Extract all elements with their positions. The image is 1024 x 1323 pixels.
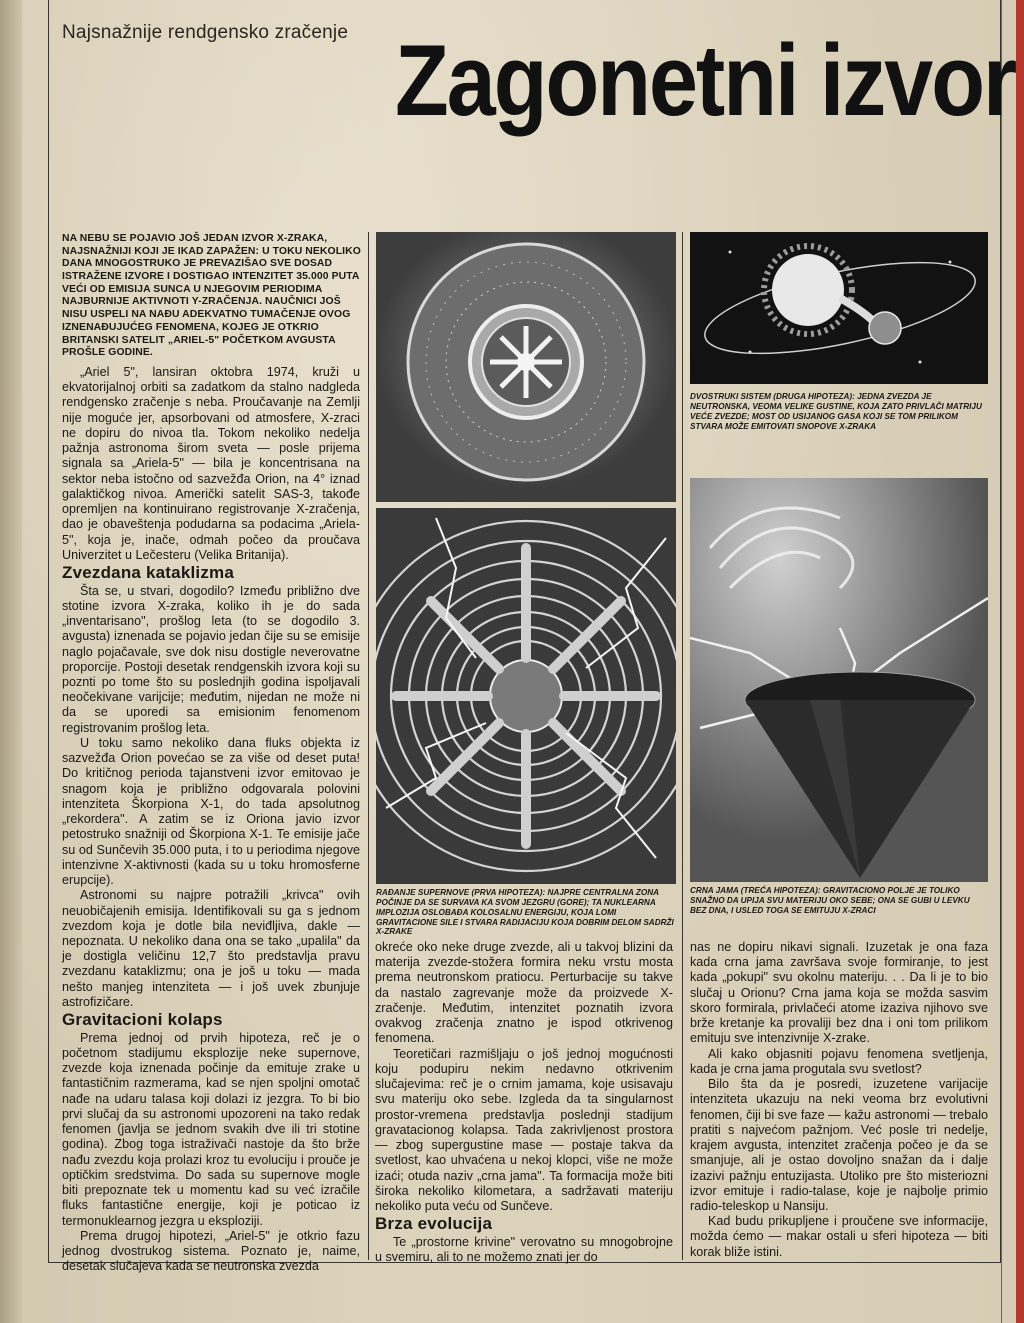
paragraph: Teoretičari razmišljaju o još jednoj mogućnosti koju podupiru nekim nedavno otkrivenim slučajevima: reč je o crnim jamama, koje usisavaju svu materiju oko sebe. Izgleda da ta singularnost prostor-vremena predstavlja poslednji stadijum gravatacionog kolapsa. Tada zakrivljenost prostora — zbog supergustine mase — postaje takva da svetlost, kao uhvaćena u nekoj klopci, više ne može izaći; otuda naziv „crna jama". Ta formacija može biti široka nekoliko kilometara, a sadržavati materiju nekoliko puta veću od Sunčeve. — [375, 1046, 673, 1213]
binary-system-illustration — [690, 232, 988, 384]
paragraph: Astronomi su najpre potražili „krivca" ovih neuobičajenih emisija. Identifikovali su ga s jednom zvezdom koja je dotle bila neviđljiva, dakle — nepoznata. U nekoliko dana ona se tako „upalila" da je dostigla veličinu 12,7 što predstavlja pravu zvezdanu kataklizmu; ona je još u toku — mada nešto manjeg intenziteta — i još uvek zbunjuje astrofizičare. — [62, 888, 360, 1009]
subheading: Zvezdana kataklizma — [62, 563, 234, 583]
page-title: Zagonetni izvor — [395, 23, 1016, 137]
kicker: Najsnažnije rendgensko zračenje — [62, 22, 349, 43]
supernova-explosion-illustration — [376, 508, 676, 884]
article-column-3 — [690, 940, 988, 1260]
column-rule — [682, 232, 683, 1260]
paragraph: nas ne dopiru nikavi signali. Izuzetak je ona faza kada crna jama završava svoje formiranje, to jest kada „pokupi" svu okolnu materiju. . . Da li je to bio slučaj u Orionu? Crna jama koja se možda sasvim skoro formirala, privlačeći atome izaziva njihovo sve brže kretanje ka provaliji bez dna i oni tom prilikom emituju sve intenzivnije X-zrake. — [690, 940, 988, 1046]
page-edge-line — [1001, 0, 1002, 1323]
paragraph: Bilo šta da je posredi, izuzetene varijacije intenziteta ukazuju na neki veoma brz evolutivni fenomen, čiji bi sve faze — kažu astronomi — trebalo pratiti s najvećom pažnjom. Već posle tri nedelje, krajem avgusta, intenzitet zračenja počeo je da se smanjuje, ali je ostao dovoljno snažan da i dalje izazivi pažnju entuzijasta. Utoliko pre što misteriozni izvor emituje i radio-talase, koje je najbolje primio radio-teleskop u Nansiju. — [690, 1077, 988, 1213]
supernova-core-illustration — [376, 232, 676, 502]
paragraph: U toku samo nekoliko dana fluks objekta iz sazvežđa Orion povećao se za više od deset puta! Do kritičnog perioda tajanstveni izvor emitovao je snagom koja je približno odgovarala polovini intenziteta Škorpiona X-1, do tada apsolutnog „rekordera". A zatim se iz Oriona javio izvor petostruko snažniji od Škorpiona X-1. Te emisije jače su od Sunčevih 35.000 puta, i to u periodima njegove intenzivne X-aktivnosti (kada su u toku hromosferne erupcije). — [62, 735, 360, 888]
paragraph: Prema jednoj od prvih hipoteza, reč je o početnom stadijumu eksplozije neke supernove, zvezde koja iznenada počinje da emituje zrake u fantastičnim razmerama, kad se njen spoljni omotač nađe na udaru talasa koji dolazi iz jezgra. To bi bio prvi slučaj da su astronomi upozoreni na tako redak fenomen (javlja se jednom svakih dve ili tri stotine godina). Zbog toga istraživači nastoje da što brže nađu zvezdu koja prolazi kroz tu evoluciju i prouče je optičkim sredstvima. Do sada su supernove mogle biti prepoznate tek u momentu kad su već izračile fluks fantastične energije, koji je poticao iz termonuklearnog jezgra u eksploziji. — [62, 1030, 360, 1228]
subheading: Brza evolucija — [375, 1214, 493, 1234]
page-edge — [1016, 0, 1024, 1323]
paragraph: Ali kako objasniti pojavu fenomena svetljenja, kada je crna jama progutala svu svetlost? — [690, 1046, 988, 1076]
paragraph: Prema drugoj hipotezi, „Ariel-5" je otkrio fazu jednog dvostrukog sistema. Poznato je, naime, desetak slučajeva kada se neutronska zvezda — [62, 1228, 360, 1274]
subheading: Gravitacioni kolaps — [62, 1010, 223, 1030]
caption-supernova: RAĐANJE SUPERNOVE (PRVA HIPOTEZA): NAJPRE CENTRALNA ZONA POČINJE DA SE SURVAVA KA SVOM JEZGRU (GORE); TA NUKLEARNA IMPLOZIJA OSLOBAĐA KOLOSALNU ENERGIJU, KOJA LOMI GRAVITACIONE SILE I STVARA RADIJACIJU KOJA DOBRIM DELOM SADRŽI X-ZRAKE — [376, 888, 674, 937]
paragraph: okreće oko neke druge zvezde, ali u takvoj blizini da materija zvezde-stožera formira neku vrstu mosta prema neutronskom pratiocu. Perturbacije su takve da nastalo zagrevanje može da proizvede X-zračenje. Međutim, intenzitet poznatih izvora ovakvog zračenja znatno je ispod otkrivenog fenomena. — [375, 940, 673, 1046]
caption-black-hole: CRNA JAMA (TREĆA HIPOTEZA): GRAVITACIONO POLJE JE TOLIKO SNAŽNO DA UPIJA SVU MATERIJU OKO SEBE; ONA SE GUBI U LEVKU BEZ DNA, I USLED TOGA SE EMITUJU X-ZRACI — [690, 886, 970, 915]
frame-rule-left — [48, 0, 49, 1262]
caption-binary-system: DVOSTRUKI SISTEM (DRUGA HIPOTEZA): JEDNA ZVEZDA JE NEUTRONSKA, VEOMA VELIKE GUSTINE, KOJA ZATO PRIVLAČI MATRIJU VEĆE ZVEZDE; MOST OD USIJANOG GASA KOJI SE TOM PRILIKOM STVARA MOŽE EMITOVATI SNOPOVE X-ZRAKA — [690, 392, 982, 431]
paragraph: Šta se, u stvari, dogodilo? Između približno dve stotine izvora X-zraka, koliko ih je do sada „inventarisano", prošlog leta (to se dogodilo 3. avgusta) iznenada se pojavio jedan čije su se emisije naglo pojačavale, sve dok nisu dostigle neverovatne proporcije. Postoji desetak rendgenskih izvora koji su poznti po tome što su poslednjih godina ispoljavali neočekivane varijcije; međutim, nijedan ne može ni da se uporedi sa emisionim fenomenom registrovanim prošlog leta. — [62, 583, 360, 735]
frame-rule-right — [1000, 0, 1001, 1262]
paragraph: Te „prostorne krivine" verovatno su mnogobrojne u svemiru, ali to ne možemo znati jer do — [375, 1234, 673, 1265]
article-column-1 — [62, 365, 360, 1274]
article-column-2 — [375, 940, 673, 1265]
binding-shadow — [0, 0, 22, 1323]
black-hole-illustration — [690, 478, 988, 882]
column-rule — [368, 232, 369, 1260]
paragraph: „Ariel 5", lansiran oktobra 1974, kruži u ekvatorijalnoj orbiti sa zadatkom da stalno nadgleda rendgensko zračenje s neba. Proučavanje na Zemlji nije moguće jer, apsorbovani od atmosfere, X-zraci ne dopiru do nivoa tla. Tokom nekoliko nedelja pažnja astronoma širom sveta — posle prijema signala sa „Ariela-5" — bila je koncentrisana na sektor neba istočno od sazvežđa Orion, na 4° iznad galaktičkog nivoa. Američki satelit SAS-3, takođe opremljen na kontinuirano registrovanje X-zračenja, dao je obaveštenja podudarna sa podacima „Ariela-5", koja je, inače, odmah počeo da proučava Univerzitet u Lečesteru (Velika Britanija). — [62, 365, 360, 562]
paragraph: Kad budu prikupljene i proučene sve informacije, možda ćemo — makar ostali u sferi hipoteza — biti korak bliže istini. — [690, 1214, 988, 1259]
lead-paragraph: NA NEBU SE POJAVIO JOŠ JEDAN IZVOR X-ZRAKA, NAJSNAŽNIJI KOJI JE IKAD ZAPAŽEN: U TOKU NEKOLIKO DANA MNOGOSTRUKO JE PREVAZIŠAO SVE DOSAD ISTRAŽENE IZVORE I DOSTIGAO INTENZITET 35.000 PUTA VEĆI OD EMISIJA SUNCA U NJEGOVIM PERIODIMA NAJBURNIJE AKTIVNOTI Y-ZRAČENJA. NAUČNICI JOŠ NISU USPELI NA NAĐU ADEKVATNO TUMAČENJE OVOG IZNENAĐUJUĆEG FENOMENA, KOJEG JE OTKRIO BRITANSKI SATELIT „ARIEL-5" POČETKOM AVGUSTA PROŠLE GODINE. — [62, 233, 361, 359]
